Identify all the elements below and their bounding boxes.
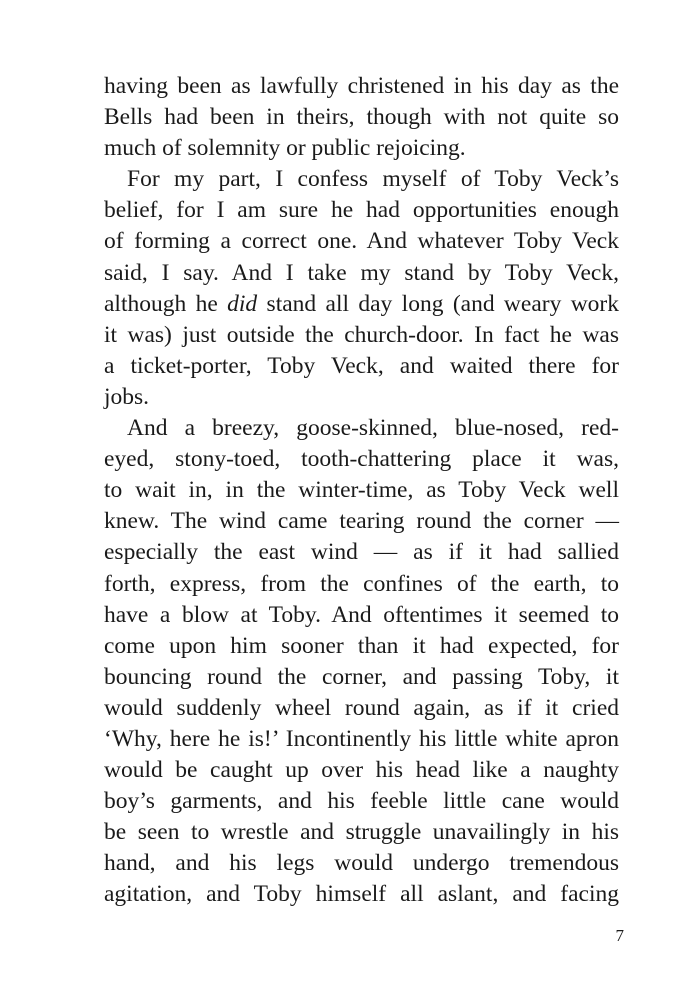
text-segment: have a blow at Toby. And oftentimes it seemed to	[104, 601, 619, 628]
text-segment: And a breezy, goose-skinned, blue-nosed, red-	[127, 415, 619, 442]
text-segment: would suddenly wheel round again, as if it cried	[104, 694, 619, 721]
text-segment: would be caught up over his head like a naughty	[104, 757, 619, 784]
text-segment: boy’s garments, and his feeble little cane would	[104, 788, 619, 815]
text-line	[104, 755, 619, 786]
text-line	[104, 258, 619, 289]
text-line	[104, 817, 619, 848]
text-segment: be seen to wrestle and struggle unavailingly in his	[104, 819, 619, 846]
text-line	[104, 320, 619, 351]
text-segment: jobs.	[104, 383, 150, 410]
text-line	[104, 848, 619, 879]
text-line	[104, 102, 619, 133]
text-line	[104, 693, 619, 724]
text-line	[104, 506, 619, 537]
text-line	[104, 444, 619, 475]
text-line	[104, 662, 619, 693]
text-segment: eyed, stony-toed, tooth-chattering place it was,	[104, 446, 619, 473]
text-line	[104, 475, 619, 506]
text-line	[104, 786, 619, 817]
text-line	[104, 226, 619, 257]
text-segment: bouncing round the corner, and passing Toby, it	[104, 663, 619, 690]
page-number: 7	[615, 926, 624, 945]
text-segment: to wait in, in the winter-time, as Toby Veck well	[104, 477, 619, 504]
emphasis-text: did	[227, 290, 258, 317]
text-segment: although he	[104, 290, 228, 317]
text-segment: forth, express, from the confines of the earth, to	[104, 570, 619, 597]
text-segment: agitation, and Toby himself all aslant, and facing	[104, 881, 619, 908]
text-line	[104, 724, 619, 755]
text-segment: having been as lawfully christened in his day as the	[104, 73, 619, 99]
text-segment: belief, for I am sure he had opportunities enough	[104, 197, 619, 224]
text-segment: come upon him sooner than it had expected, for	[104, 632, 619, 659]
text-segment: said, I say. And I take my stand by Toby Veck,	[104, 259, 619, 286]
text-line	[104, 537, 619, 568]
text-line	[104, 879, 619, 910]
text-line	[104, 351, 619, 382]
text-segment: it was) just outside the church-door. In fact he was	[104, 321, 619, 348]
text-segment: ‘Why, here he is!’ Incontinently his little white apron	[104, 725, 619, 752]
text-line	[104, 413, 619, 444]
text-line	[104, 71, 619, 102]
text-segment: Bells had been in theirs, though with not quite so	[104, 104, 619, 131]
text-segment: knew. The wind came tearing round the corner —	[104, 508, 619, 535]
body-text	[104, 71, 619, 911]
text-line	[104, 164, 619, 195]
text-segment: hand, and his legs would undergo tremendous	[104, 850, 619, 877]
text-segment: much of solemnity or public rejoicing.	[104, 135, 466, 162]
text-line	[104, 195, 619, 226]
text-segment: especially the east wind — as if it had sallied	[104, 539, 619, 566]
text-line	[104, 631, 619, 662]
text-segment: For my part, I confess myself of Toby Veck’s	[127, 166, 619, 193]
text-line	[104, 133, 619, 164]
text-line	[104, 289, 619, 320]
text-segment: stand all day long (and weary work	[257, 290, 620, 317]
text-segment: a ticket-porter, Toby Veck, and waited there for	[104, 352, 619, 379]
text-segment: of forming a correct one. And whatever Toby Veck	[104, 228, 619, 255]
text-line	[104, 382, 619, 413]
text-line	[104, 600, 619, 631]
text-line	[104, 569, 619, 600]
